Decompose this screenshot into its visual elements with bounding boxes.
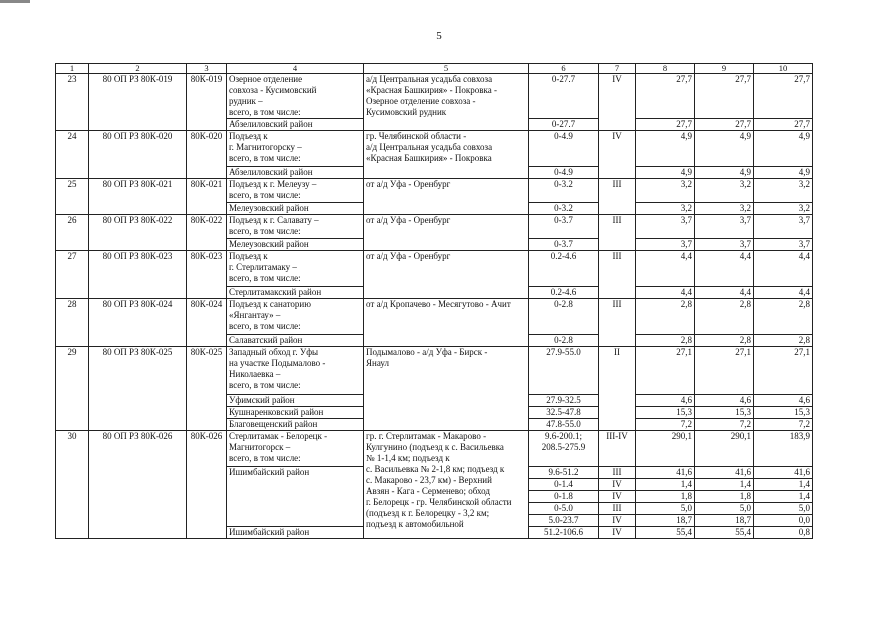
district-name: Благовещенский район (227, 419, 364, 431)
route-description (364, 431, 529, 539)
length-total: 1,4 (636, 479, 695, 491)
table-row (56, 215, 813, 239)
header-cell: 1 (56, 64, 89, 74)
route-line: Подымалово - а/д Уфа - Бирск - (366, 347, 488, 357)
length-total: 27,7 (636, 74, 695, 119)
road-category: III (599, 179, 636, 215)
route-line: с. Макарово - 23,7 км) - Верхний (366, 475, 492, 485)
road-name-line: «Янгантау» – (229, 310, 281, 320)
row-number: 23 (56, 74, 89, 131)
length-col10: 4,6 (754, 395, 813, 407)
row-number: 29 (56, 347, 89, 431)
length-total: 3,2 (636, 203, 695, 215)
km-range: 9.6-51.2 (529, 467, 599, 479)
length-col9: 41,6 (695, 467, 754, 479)
road-name-line: Западный обход г. Уфы (229, 347, 319, 357)
road-name-line: всего, в том числе: (229, 190, 301, 200)
route-description (364, 131, 529, 179)
district-name: Стерлитамакский район (227, 287, 364, 299)
table-row (56, 251, 813, 287)
length-col10: 2,8 (754, 335, 813, 347)
km-range: 51.2-106.6 (529, 527, 599, 539)
route-line: подъезд к автомобильной (366, 519, 464, 529)
district-name: Абзелиловский район (227, 167, 364, 179)
length-total: 2,8 (636, 299, 695, 335)
road-name-line: всего, в том числе: (229, 107, 301, 117)
km-range-line: 9.6-200.1; (545, 431, 582, 441)
road-name-line: г. Стерлитамаку – (229, 262, 297, 272)
road-register-table (55, 63, 813, 539)
route-line: Янаул (366, 358, 389, 368)
km-range: 0-3.7 (529, 239, 599, 251)
length-col10: 15,3 (754, 407, 813, 419)
road-code: 80К-021 (187, 179, 227, 215)
road-code: 80К-022 (187, 215, 227, 251)
road-category: III (599, 467, 636, 479)
header-cell: 10 (754, 64, 813, 74)
route-line: а/д Центральная усадьба совхоза (366, 74, 493, 84)
length-total: 290,1 (636, 431, 695, 467)
district-name: Кушнаренковский район (227, 407, 364, 419)
road-code: 80К-019 (187, 74, 227, 131)
table-row (56, 431, 813, 467)
header-cell: 5 (364, 64, 529, 74)
table-row (56, 299, 813, 335)
length-total: 27,7 (636, 119, 695, 131)
length-col9: 4,4 (695, 287, 754, 299)
road-category: III-IV (599, 431, 636, 467)
route-description (364, 347, 529, 431)
road-name-line: Подъезд к (229, 251, 268, 261)
length-col9: 2,8 (695, 335, 754, 347)
header-cell: 6 (529, 64, 599, 74)
length-col10: 183,9 (754, 431, 813, 467)
road-name (227, 131, 364, 167)
district-name: Ишимбайский район (227, 467, 364, 527)
length-col9: 3,2 (695, 179, 754, 203)
top-edge-mark (0, 0, 30, 3)
registration-number: 80 ОП РЗ 80К-024 (89, 299, 187, 347)
length-col10: 4,9 (754, 131, 813, 167)
length-col9: 15,3 (695, 407, 754, 419)
length-col10: 4,9 (754, 167, 813, 179)
length-col10: 5,0 (754, 503, 813, 515)
km-range: 27.9-55.0 (529, 347, 599, 395)
length-col10: 7,2 (754, 419, 813, 431)
length-col9: 2,8 (695, 299, 754, 335)
road-name-line: всего, в том числе: (229, 321, 301, 331)
km-range: 27.9-32.5 (529, 395, 599, 407)
district-name: Ишимбайский район (227, 527, 364, 539)
route-line: г. Белорецк - гр. Челябинской области (366, 497, 512, 507)
row-number: 28 (56, 299, 89, 347)
route-description (364, 251, 529, 299)
length-total: 4,4 (636, 287, 695, 299)
registration-number: 80 ОП РЗ 80К-022 (89, 215, 187, 251)
km-range: 0-3.2 (529, 203, 599, 215)
road-name-line: совхоза - Кусимовский (229, 85, 317, 95)
length-total: 3,7 (636, 239, 695, 251)
route-line: гр. г. Стерлитамак - Макарово - (366, 431, 487, 441)
district-name: Мелеузовский район (227, 239, 364, 251)
length-total: 3,7 (636, 215, 695, 239)
road-category: III (599, 299, 636, 347)
km-range (529, 431, 599, 467)
road-category: IV (599, 479, 636, 491)
length-col10: 41,6 (754, 467, 813, 479)
table-row (56, 347, 813, 395)
length-col10: 3,2 (754, 203, 813, 215)
length-col9: 3,2 (695, 203, 754, 215)
length-col9: 3,7 (695, 239, 754, 251)
road-name-line: Подъезд к санаторию (229, 299, 311, 309)
road-category: II (599, 347, 636, 431)
length-total: 4,6 (636, 395, 695, 407)
road-category: IV (599, 491, 636, 503)
road-category: IV (599, 74, 636, 131)
registration-number: 80 ОП РЗ 80К-023 (89, 251, 187, 299)
district-name: Абзелиловский район (227, 119, 364, 131)
length-col10: 0,8 (754, 527, 813, 539)
route-line: Кусимовский рудник (366, 107, 447, 117)
length-col9: 27,1 (695, 347, 754, 395)
header-cell: 3 (187, 64, 227, 74)
route-line: Озерное отделение совхоза - (366, 96, 476, 106)
row-number: 30 (56, 431, 89, 539)
length-col10: 3,7 (754, 239, 813, 251)
length-col10: 0,0 (754, 515, 813, 527)
route-line: «Красная Башкирия» - Покровка - (366, 85, 498, 95)
route-line: от а/д Уфа - Оренбург (366, 215, 451, 225)
length-total: 4,9 (636, 131, 695, 167)
header-cell: 4 (227, 64, 364, 74)
km-range: 0-27.7 (529, 74, 599, 119)
route-line: Авзян - Кага - Серменево; обход (366, 486, 490, 496)
km-range: 5.0-23.7 (529, 515, 599, 527)
length-col9: 18,7 (695, 515, 754, 527)
road-name (227, 215, 364, 239)
row-number: 25 (56, 179, 89, 215)
length-total: 3,2 (636, 179, 695, 203)
length-col9: 27,7 (695, 74, 754, 119)
road-name (227, 179, 364, 203)
road-code: 80К-024 (187, 299, 227, 347)
length-total: 1,8 (636, 491, 695, 503)
length-total: 15,3 (636, 407, 695, 419)
road-name-line: всего, в том числе: (229, 453, 301, 463)
km-range: 0-2.8 (529, 335, 599, 347)
route-line: Кулгунино (подъезд к с. Васильевка (366, 442, 504, 452)
length-total: 4,4 (636, 251, 695, 287)
route-description (364, 299, 529, 347)
length-col9: 4,9 (695, 131, 754, 167)
road-name (227, 431, 364, 467)
registration-number: 80 ОП РЗ 80К-025 (89, 347, 187, 431)
km-range: 0-3.2 (529, 179, 599, 203)
length-col10: 4,4 (754, 251, 813, 287)
length-total: 2,8 (636, 335, 695, 347)
route-line: «Красная Башкирия» - Покровка (366, 153, 492, 163)
length-total: 27,1 (636, 347, 695, 395)
header-cell: 7 (599, 64, 636, 74)
registration-number: 80 ОП РЗ 80К-026 (89, 431, 187, 539)
route-line: от а/д Уфа - Оренбург (366, 251, 451, 261)
district-name: Мелеузовский район (227, 203, 364, 215)
km-range: 0-2.8 (529, 299, 599, 335)
road-name-line: всего, в том числе: (229, 226, 301, 236)
route-line: (подъезд к г. Белорецку - 3,2 км; (366, 508, 490, 518)
road-name (227, 251, 364, 287)
header-cell: 2 (89, 64, 187, 74)
road-name-line: рудник – (229, 96, 263, 106)
length-total: 4,9 (636, 167, 695, 179)
length-col10: 1,4 (754, 491, 813, 503)
road-name (227, 74, 364, 119)
km-range: 47.8-55.0 (529, 419, 599, 431)
road-name-line: г. Магнитогорску – (229, 142, 302, 152)
road-category: IV (599, 131, 636, 179)
route-line: гр. Челябинской области - (366, 131, 467, 141)
road-code: 80К-020 (187, 131, 227, 179)
road-name-line: Подъезд к г. Салавату – (229, 215, 319, 225)
road-name-line: Подъезд к г. Мелеузу – (229, 179, 317, 189)
length-col9: 3,7 (695, 215, 754, 239)
length-total: 7,2 (636, 419, 695, 431)
km-range-line: 208.5-275.9 (541, 442, 586, 452)
length-col9: 7,2 (695, 419, 754, 431)
length-col9: 5,0 (695, 503, 754, 515)
road-name-line: всего, в том числе: (229, 153, 301, 163)
route-description (364, 215, 529, 251)
road-name-line: Стерлитамак - Белорецк - (229, 431, 328, 441)
km-range: 0.2-4.6 (529, 251, 599, 287)
road-name-line: Подъезд к (229, 131, 268, 141)
route-line: от а/д Кропачево - Месягутово - Ачит (366, 299, 511, 309)
length-total: 5,0 (636, 503, 695, 515)
km-range: 0-1.8 (529, 491, 599, 503)
registration-number: 80 ОП РЗ 80К-020 (89, 131, 187, 179)
registration-number: 80 ОП РЗ 80К-021 (89, 179, 187, 215)
road-category: IV (599, 515, 636, 527)
road-name-line: Озерное отделение (229, 74, 303, 84)
length-col10: 27,1 (754, 347, 813, 395)
km-range: 32.5-47.8 (529, 407, 599, 419)
route-description (364, 179, 529, 215)
length-total: 18,7 (636, 515, 695, 527)
km-range: 0-27.7 (529, 119, 599, 131)
row-number: 27 (56, 251, 89, 299)
road-category: IV (599, 527, 636, 539)
road-code: 80К-025 (187, 347, 227, 431)
length-col10: 2,8 (754, 299, 813, 335)
road-category: III (599, 251, 636, 299)
length-col10: 27,7 (754, 119, 813, 131)
km-range: 0-1.4 (529, 479, 599, 491)
km-range: 0-5.0 (529, 503, 599, 515)
route-line: а/д Центральная усадьба совхоза (366, 142, 493, 152)
road-name-line: Николаевка – (229, 369, 281, 379)
header-cell: 9 (695, 64, 754, 74)
length-col9: 55,4 (695, 527, 754, 539)
length-total: 55,4 (636, 527, 695, 539)
length-col10: 4,4 (754, 287, 813, 299)
length-col10: 27,7 (754, 74, 813, 119)
length-total: 41,6 (636, 467, 695, 479)
page-number: 5 (436, 30, 442, 42)
road-name-line: всего, в том числе: (229, 380, 301, 390)
road-name-line: на участке Подымалово - (229, 358, 326, 368)
registration-number: 80 ОП РЗ 80К-019 (89, 74, 187, 131)
district-name: Уфимский район (227, 395, 364, 407)
road-code: 80К-023 (187, 251, 227, 299)
district-name: Салаватский район (227, 335, 364, 347)
length-col9: 1,8 (695, 491, 754, 503)
road-category: III (599, 215, 636, 251)
row-number: 24 (56, 131, 89, 179)
road-code: 80К-026 (187, 431, 227, 539)
road-category: III (599, 503, 636, 515)
length-col9: 4,4 (695, 251, 754, 287)
length-col10: 3,7 (754, 215, 813, 239)
length-col9: 290,1 (695, 431, 754, 467)
row-number: 26 (56, 215, 89, 251)
route-line: с. Васильевка № 2-1,8 км; подъезд к (366, 464, 505, 474)
length-col9: 1,4 (695, 479, 754, 491)
table-row (56, 131, 813, 167)
length-col9: 4,9 (695, 167, 754, 179)
length-col10: 1,4 (754, 479, 813, 491)
km-range: 0-4.9 (529, 167, 599, 179)
length-col9: 27,7 (695, 119, 754, 131)
route-description (364, 74, 529, 131)
road-name (227, 347, 364, 395)
header-cell: 8 (636, 64, 695, 74)
km-range: 0.2-4.6 (529, 287, 599, 299)
road-name-line: всего, в том числе: (229, 273, 301, 283)
route-line: № 1-1,4 км; подъезд к (366, 453, 450, 463)
length-col9: 4,6 (695, 395, 754, 407)
km-range: 0-4.9 (529, 131, 599, 167)
column-number-header (56, 64, 813, 74)
route-line: от а/д Уфа - Оренбург (366, 179, 451, 189)
length-col10: 3,2 (754, 179, 813, 203)
road-name-line: Магнитогорск – (229, 442, 291, 452)
km-range: 0-3.7 (529, 215, 599, 239)
road-name (227, 299, 364, 335)
table-row (56, 179, 813, 203)
table-row (56, 74, 813, 119)
